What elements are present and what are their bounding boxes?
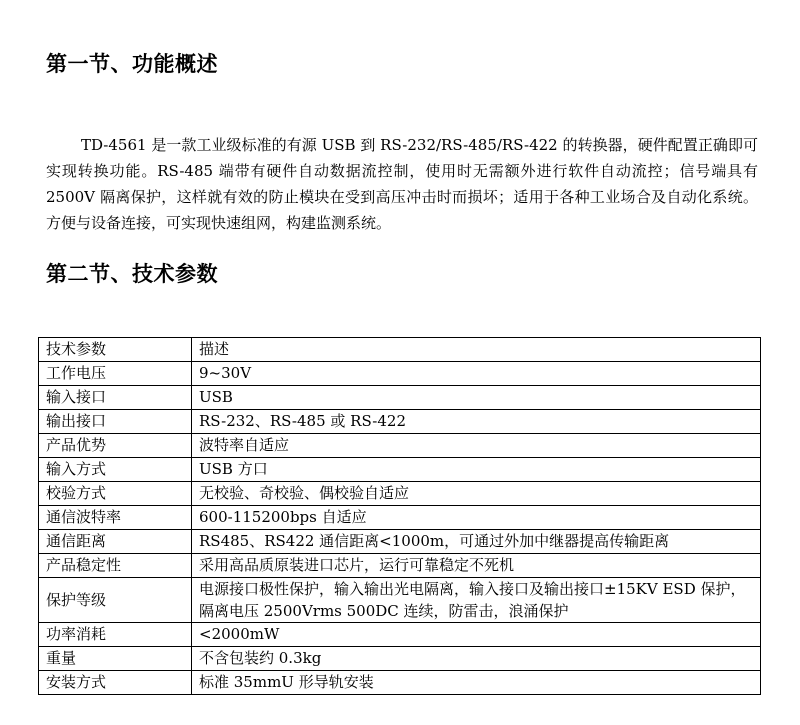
overview-paragraph: TD-4561 是一款工业级标准的有源 USB 到 RS-232/RS-485/RS-422 的转换器，硬件配置正确即可实现转换功能。RS-485 端带有硬件自动数据流控制，使用时无需额外进行软件自动流控；信号端具有 2500V 隔离保护，这样就有效的防止模块在受到高压冲击时而损坏；适用于各种工业场合及自动化系统。方便与设备连接，可实现快速组网，构建监测系统。 xyxy=(46,136,758,232)
table-row xyxy=(39,554,761,578)
param-cell: 工作电压 xyxy=(39,362,192,386)
param-cell: 产品优势 xyxy=(39,434,192,458)
desc-cell: <2000mW xyxy=(192,623,761,647)
table-row xyxy=(39,458,761,482)
desc-cell: USB 方口 xyxy=(192,458,761,482)
desc-cell: 9~30V xyxy=(192,362,761,386)
table-row xyxy=(39,671,761,695)
table-row xyxy=(39,506,761,530)
param-cell: 通信波特率 xyxy=(39,506,192,530)
desc-cell: 电源接口极性保护，输入输出光电隔离，输入接口及输出接口±15KV ESD 保护，隔离电压 2500Vrms 500DC 连续，防雷击，浪涌保护 xyxy=(192,578,761,623)
spec-table xyxy=(38,337,761,695)
table-row xyxy=(39,434,761,458)
header-param: 技术参数 xyxy=(39,338,192,362)
param-cell: 输入方式 xyxy=(39,458,192,482)
table-row xyxy=(39,410,761,434)
table-row xyxy=(39,578,761,623)
desc-cell: RS485、RS422 通信距离<1000m，可通过外加中继器提高传输距离 xyxy=(192,530,761,554)
param-cell: 校验方式 xyxy=(39,482,192,506)
desc-cell: 无校验、奇校验、偶校验自适应 xyxy=(192,482,761,506)
desc-cell: 标准 35mmU 形导轨安装 xyxy=(192,671,761,695)
section-2-title: 第二节、技术参数 xyxy=(46,262,218,286)
table-row xyxy=(39,623,761,647)
table-row xyxy=(39,482,761,506)
param-cell: 安装方式 xyxy=(39,671,192,695)
desc-cell: 采用高品质原装进口芯片，运行可靠稳定不死机 xyxy=(192,554,761,578)
table-header-row xyxy=(39,338,761,362)
desc-cell: 波特率自适应 xyxy=(192,434,761,458)
table-row xyxy=(39,647,761,671)
param-cell: 输出接口 xyxy=(39,410,192,434)
desc-cell: 不含包装约 0.3kg xyxy=(192,647,761,671)
table-row xyxy=(39,530,761,554)
param-cell: 重量 xyxy=(39,647,192,671)
param-cell: 功率消耗 xyxy=(39,623,192,647)
param-cell: 保护等级 xyxy=(39,578,192,623)
desc-cell: RS-232、RS-485 或 RS-422 xyxy=(192,410,761,434)
param-cell: 通信距离 xyxy=(39,530,192,554)
desc-cell: USB xyxy=(192,386,761,410)
desc-cell: 600-115200bps 自适应 xyxy=(192,506,761,530)
table-row xyxy=(39,386,761,410)
param-cell: 输入接口 xyxy=(39,386,192,410)
header-desc: 描述 xyxy=(192,338,761,362)
table-row xyxy=(39,362,761,386)
param-cell: 产品稳定性 xyxy=(39,554,192,578)
section-1-title: 第一节、功能概述 xyxy=(46,52,218,76)
